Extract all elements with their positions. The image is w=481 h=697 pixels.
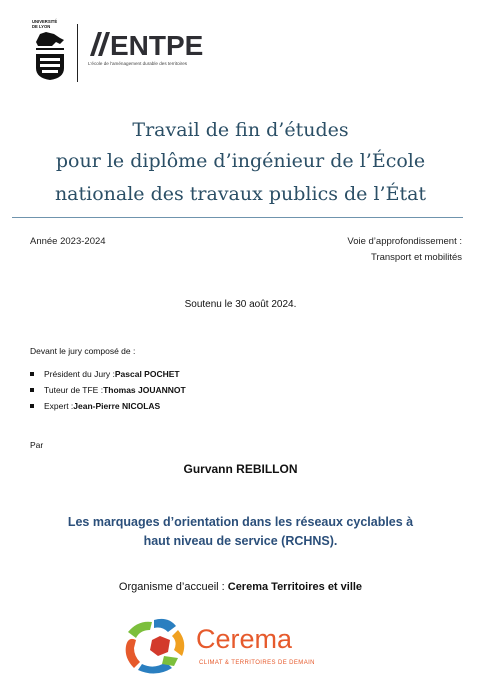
host-organisation <box>0 581 481 593</box>
specialisation-label: Voie d’approfondissement : <box>347 236 462 247</box>
cerema-wordmark: Cerema <box>196 624 293 654</box>
entpe-logo-text: ENTPE <box>110 30 204 58</box>
jury-role: Tuteur de TFE : <box>44 385 104 395</box>
jury-intro: Devant le jury composé de : <box>30 346 136 356</box>
jury-name: Jean-Pierre NICOLAS <box>73 401 161 411</box>
jury-list <box>30 366 186 414</box>
specialisation-value: Transport et mobilités <box>371 252 462 263</box>
bullet-icon <box>30 372 34 376</box>
thesis-subject <box>0 513 481 551</box>
thesis-subject-line-1: Les marquages d’orientation dans les réseaux cyclables à <box>67 515 414 529</box>
svg-text:UNIVERSITÉ: UNIVERSITÉ <box>32 19 58 24</box>
title-line-3: nationale des travaux publics de l’État <box>54 183 427 205</box>
jury-name: Pascal POCHET <box>114 369 180 379</box>
title-divider <box>12 217 463 218</box>
jury-name: Thomas JOUANNOT <box>103 385 186 395</box>
jury-role: Président du Jury : <box>44 369 115 379</box>
entpe-logo <box>88 30 210 58</box>
thesis-subject-line-2: haut niveau de service (RCHNS). <box>143 534 338 548</box>
title-line-2: pour le diplôme d’ingénieur de l’École <box>55 150 426 172</box>
bullet-icon <box>30 404 34 408</box>
universite-de-lyon-logo <box>30 18 70 80</box>
author-name: Gurvann REBILLON <box>183 462 298 476</box>
logo-divider <box>77 24 78 82</box>
by-label: Par <box>30 440 44 450</box>
title-line-1: Travail de fin d’études <box>132 119 349 141</box>
cerema-logo-mark <box>124 616 190 676</box>
jury-member <box>30 382 186 398</box>
jury-member <box>30 398 186 414</box>
jury-role: Expert : <box>44 401 74 411</box>
bullet-icon <box>30 388 34 392</box>
jury-member <box>30 366 186 382</box>
academic-year: Année 2023-2024 <box>30 236 106 247</box>
entpe-tagline: L'école de l'aménagement durable des territoires <box>88 61 188 66</box>
host-name: Cerema Territoires et ville <box>227 581 363 593</box>
svg-text:DE LYON: DE LYON <box>32 24 51 29</box>
defense-date: Soutenu le 30 août 2024. <box>184 299 297 310</box>
cerema-tagline: CLIMAT & TERRITOIRES DE DEMAIN <box>199 660 315 666</box>
host-label: Organisme d’accueil : <box>118 581 228 593</box>
